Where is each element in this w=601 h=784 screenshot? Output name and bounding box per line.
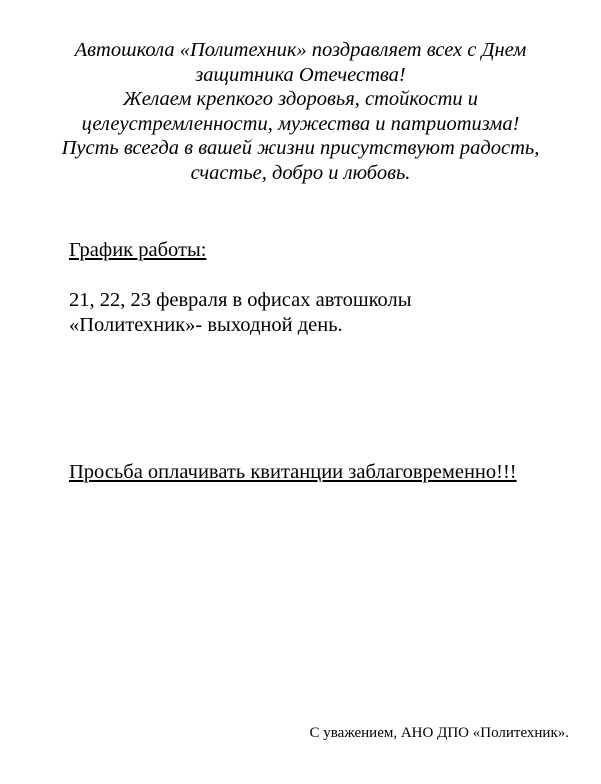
greeting-line: целеустремленности, мужества и патриотизма! xyxy=(81,112,520,135)
greeting-line: счастье, добро и любовь. xyxy=(190,161,411,184)
greeting-line: Автошкола «Политехник» поздравляет всех с Днем xyxy=(74,39,527,61)
schedule-body xyxy=(69,288,412,338)
greeting-line: Желаем крепкого здоровья, стойкости и xyxy=(122,88,479,110)
schedule-heading: График работы: xyxy=(69,239,207,261)
schedule-line: 21, 22, 23 февраля в офисах автошколы xyxy=(69,289,412,311)
signature: С уважением, АНО ДПО «Политехник». xyxy=(309,725,569,741)
greeting-line: защитника Отечества! xyxy=(195,63,406,86)
greeting-line: Пусть всегда в вашей жизни присутствуют радость, xyxy=(61,137,540,159)
schedule-line: «Политехник»- выходной день. xyxy=(69,314,343,336)
payment-notice: Просьба оплачивать квитанции заблаговременно!!! xyxy=(69,461,517,483)
greeting-block xyxy=(30,38,571,185)
